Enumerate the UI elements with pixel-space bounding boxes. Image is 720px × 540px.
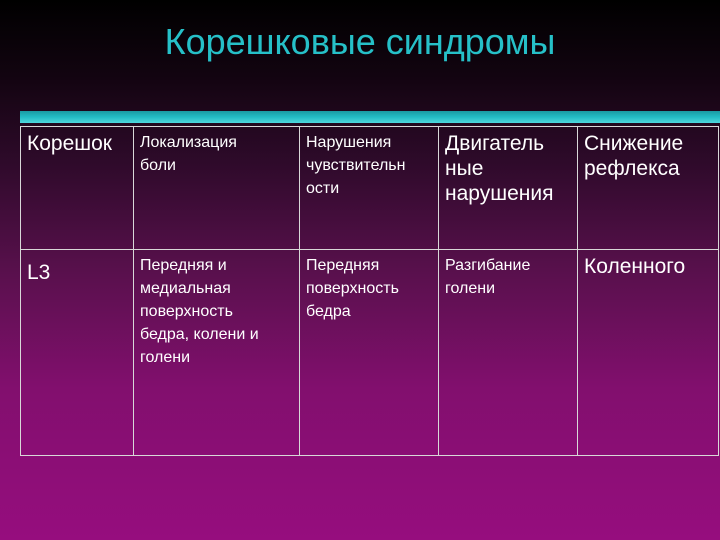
cell-reflex-reduction: Коленного [578, 250, 719, 456]
table-row [21, 250, 719, 456]
cell-motor-disorders: Разгибание голени [439, 250, 578, 456]
syndromes-table [20, 126, 719, 456]
cell-sensory-disorders: Передняя поверхность бедра [300, 250, 439, 456]
header-sensory-disorders: Нарушения чувствительн ости [300, 127, 439, 250]
header-reflex-reduction: Снижение рефлекса [578, 127, 719, 250]
cell-root-value: L3 [21, 250, 134, 456]
header-motor-disorders: Двигатель ные нарушения [439, 127, 578, 250]
cell-pain-localization: Передняя и медиальная поверхность бедра, колени и голени [134, 250, 300, 456]
header-pain-localization: Локализация боли [134, 127, 300, 250]
slide-title: Корешковые синдромы [164, 21, 556, 62]
table-header-row [21, 127, 719, 250]
title-underline-bar [20, 111, 720, 123]
header-root: Корешок [21, 127, 134, 250]
